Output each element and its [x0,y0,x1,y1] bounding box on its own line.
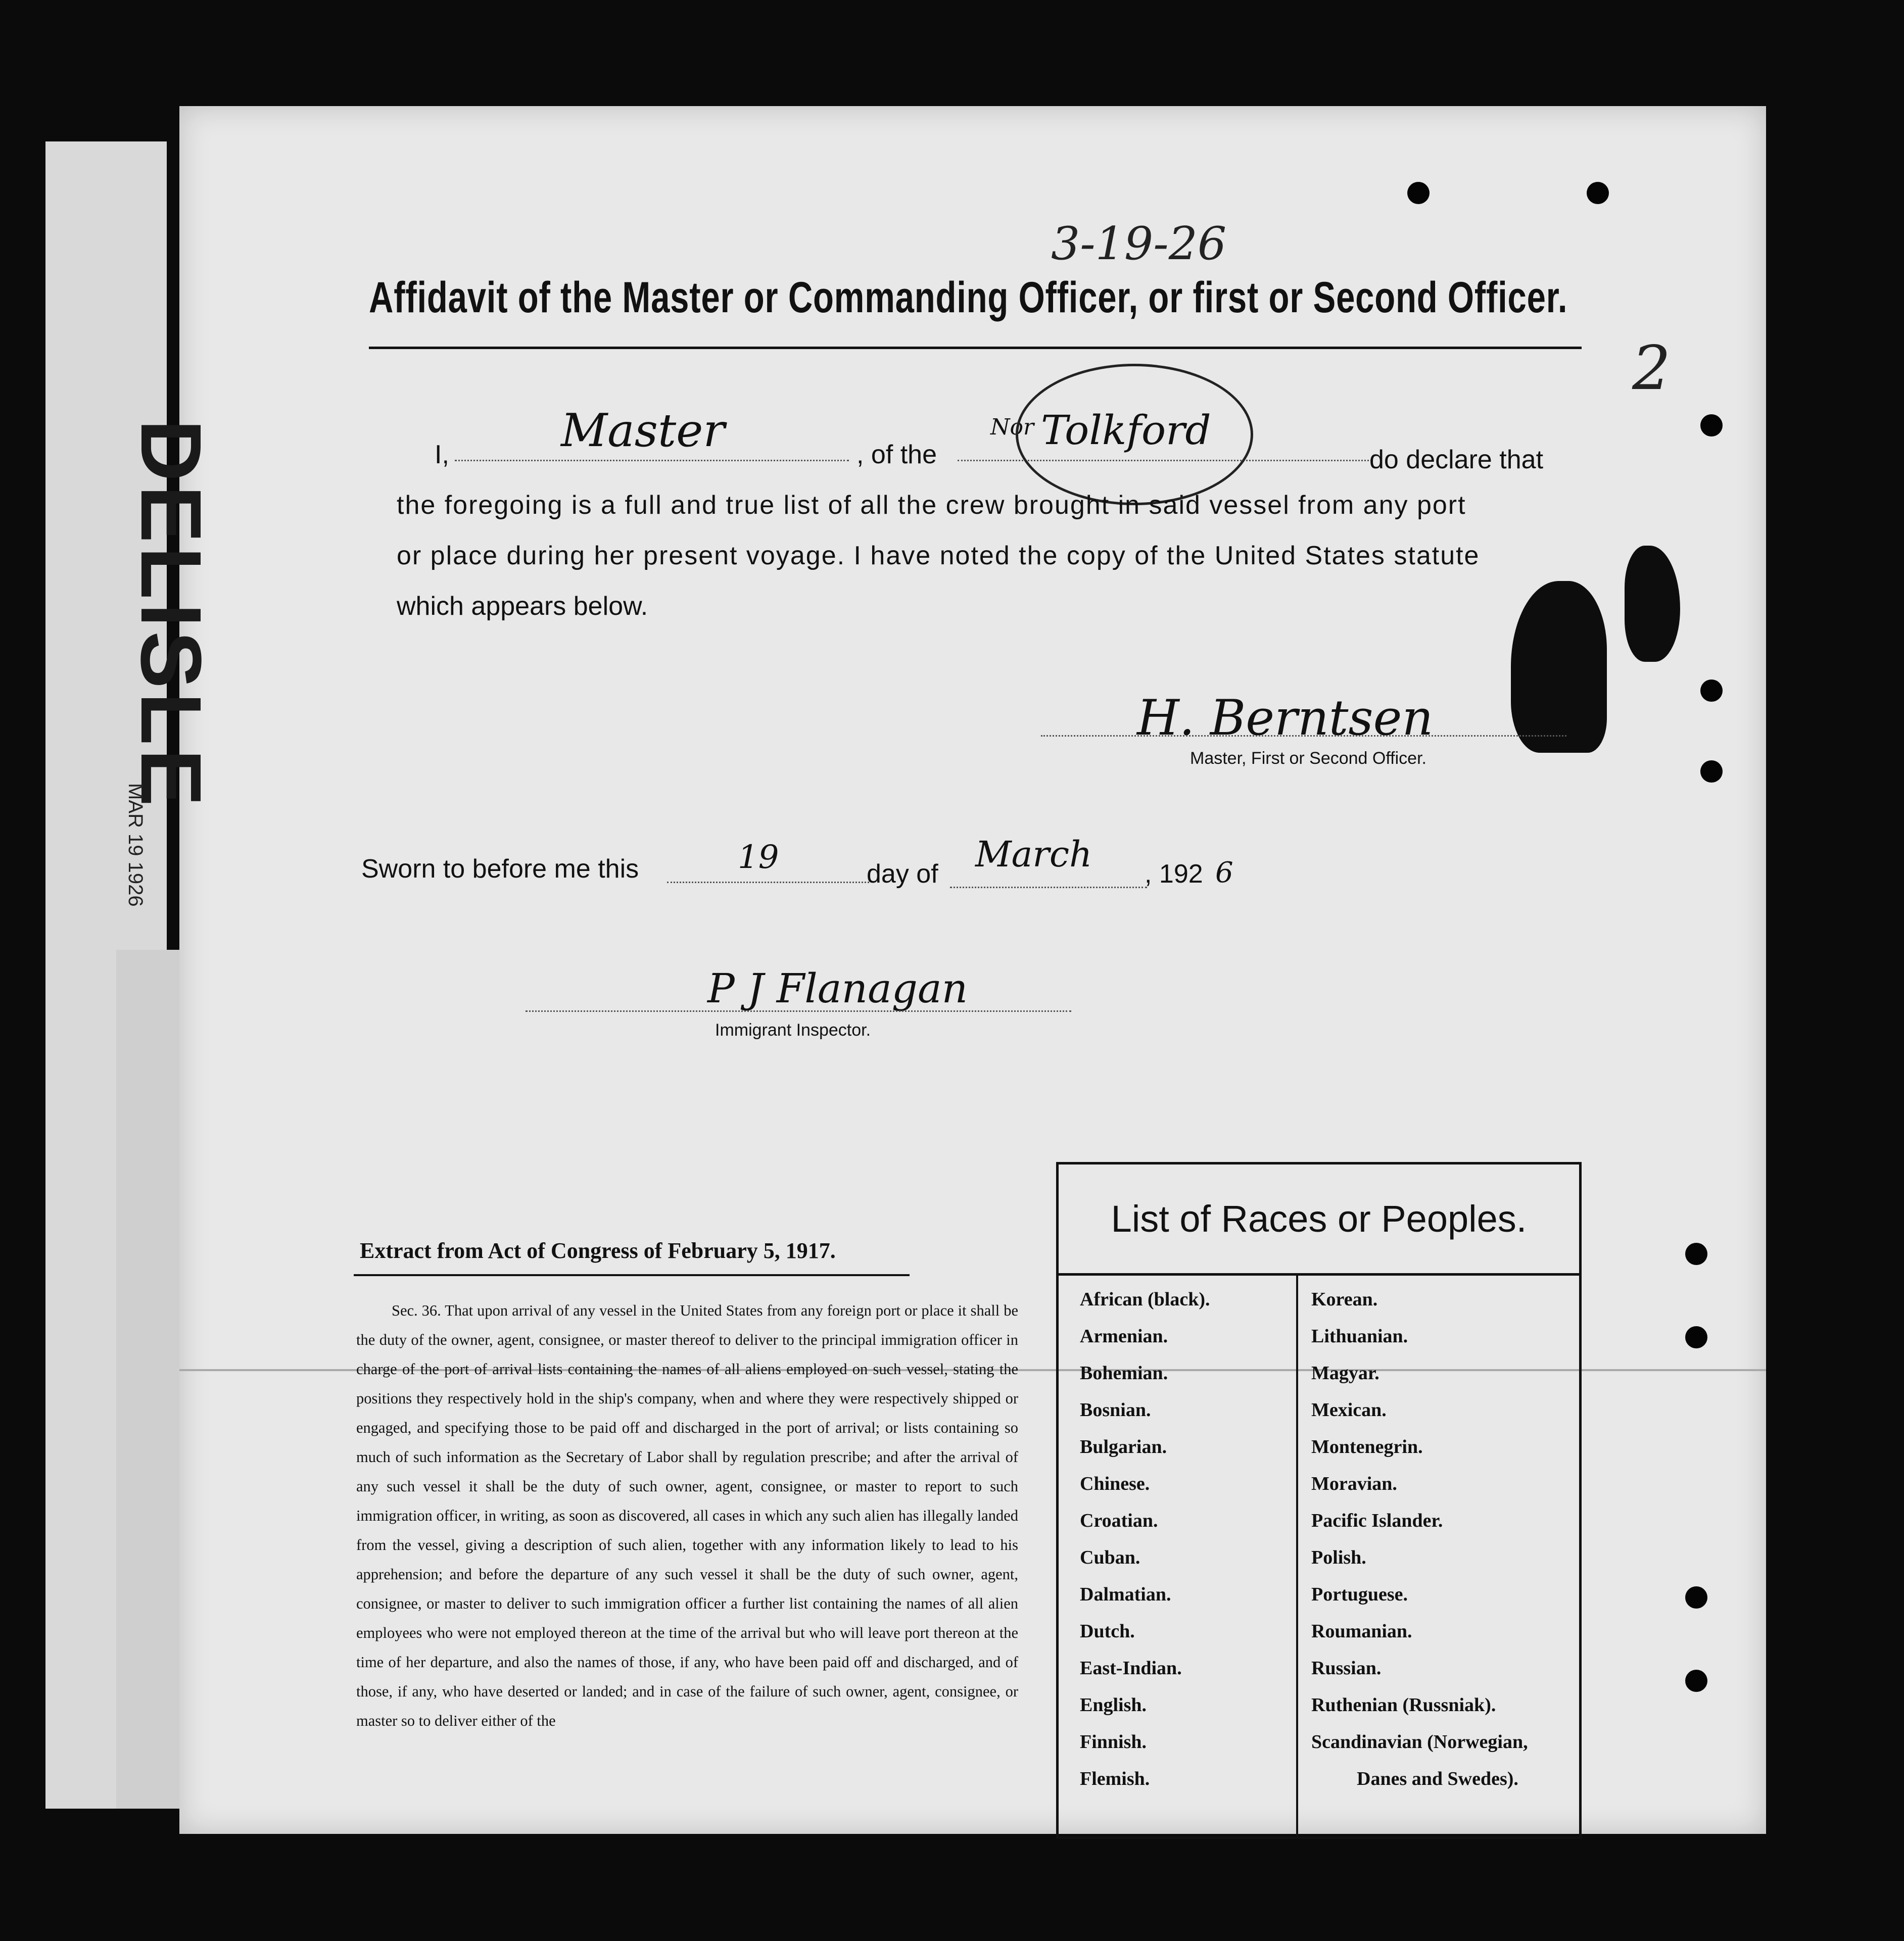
race-item: African (black). [1080,1289,1210,1310]
extract-text: Sec. 36. That upon arrival of any vessel in the United States from any foreign port or place it shall be the duty of the owner, agent, consignee, or master thereof to deliver to the principal immigration officer in charge of the port of arrival lists containing the names of all aliens employed on such vessel, stating the positions they respectively hold in the ship's company, when and where they were respectively shipped or engaged, and specifying those to be paid off and discharged in the port of arrival; or lists containing so much of such information as the Secretary of Labor shall by regulation prescribe; and after the arrival of any such vessel it shall be the duty of such owner, agent, consignee, or master to report to such immigration officer, in writing, as soon as discovered, all cases in which any such alien has illegally landed from the vessel, giving a description of such alien, together with any information likely to lead to his apprehension; and before the departure of any such vessel it shall be the duty of such owner, agent, consignee, or master to deliver to such immigration officer a further list containing the names of all alien employees who were not employed thereon at the time of the arrival but who will leave port thereon at the time of her departure, and also the names of those, if any, who have been paid off and discharged, and of those, if any, who have deserted or landed; and in case of the failure of such owner, agent, consignee, or master so to deliver either of the [356,1302,1018,1729]
race-item: Flemish. [1080,1768,1150,1789]
declaration-line-4: which appears below. [397,592,648,621]
declaration-line-3: or place during her present voyage. I have noted the copy of the United States statute [397,541,1480,570]
race-item: Bosnian. [1080,1399,1151,1421]
punch-hole [1700,760,1723,783]
punch-hole [1587,182,1609,204]
race-item: Danes and Swedes). [1357,1768,1518,1789]
vessel-value: Tolkford [1041,407,1211,454]
race-item: Dalmatian. [1080,1584,1171,1605]
race-item: Polish. [1311,1547,1366,1568]
race-item: Armenian. [1080,1326,1168,1347]
race-item: Ruthenian (Russniak). [1311,1694,1496,1716]
punch-hole [1685,1586,1707,1609]
race-item: Mexican. [1311,1399,1387,1421]
day-of-label: day of [867,859,938,889]
punch-hole [1685,1243,1707,1265]
inspector-signature-line [526,1010,1071,1012]
year-prefix: , 192 [1145,859,1203,889]
punch-hole [1407,182,1430,204]
year-digit: 6 [1215,856,1233,889]
declaration-line-2: the foregoing is a full and true list of all the crew brought in said vessel from any port [397,491,1466,520]
race-item: Bohemian. [1080,1363,1168,1384]
declare-label: do declare that [1369,445,1544,474]
race-item: Scandinavian (Norwegian, [1311,1731,1528,1753]
of-the-label: , of the [856,440,937,469]
races-column-divider [1296,1276,1298,1836]
race-item: Montenegrin. [1311,1436,1423,1458]
race-item: Pacific Islander. [1311,1510,1443,1531]
races-right-column [1311,1288,1528,1805]
vessel-prefix: Nor [990,414,1034,440]
name-blank [455,460,849,461]
title-underline [369,347,1582,349]
race-item: Lithuanian. [1311,1326,1408,1347]
races-left-column [1080,1288,1210,1805]
race-item: Croatian. [1080,1510,1158,1531]
margin-stamp-date: MAR 19 1926 [124,783,147,907]
punch-hole [1700,414,1723,436]
extract-body [356,1296,1018,1735]
punch-hole [1700,680,1723,702]
race-item: Roumanian. [1311,1621,1412,1642]
extract-title: Extract from Act of Congress of February 5, 1917. [360,1238,836,1263]
sworn-label: Sworn to before me this [361,854,639,884]
master-signature-caption: Master, First or Second Officer. [1190,749,1426,768]
race-item: Moravian. [1311,1473,1397,1494]
races-list-title: List of Races or Peoples. [1059,1164,1579,1276]
race-item: Bulgarian. [1080,1436,1167,1458]
race-item: Portuguese. [1311,1584,1408,1605]
race-item: Chinese. [1080,1473,1150,1494]
day-blank [667,882,869,883]
punch-hole [1685,1326,1707,1348]
page-title: Affidavit of the Master or Commanding Officer, or first or Second Officer. [369,273,1568,322]
race-item: Finnish. [1080,1731,1147,1753]
month-value: March [975,834,1092,875]
race-item: Cuban. [1080,1547,1140,1568]
punch-hole [1685,1670,1707,1692]
day-value: 19 [738,839,779,876]
races-list-box [1056,1162,1582,1839]
margin-stamp: DELISLE [123,419,219,810]
side-number: 2 [1632,333,1671,404]
month-blank [950,887,1147,888]
race-item: East-Indian. [1080,1658,1182,1679]
handwritten-date: 3-19-26 [1051,217,1227,270]
master-signature-line [1041,735,1566,737]
race-item: Russian. [1311,1658,1382,1679]
race-item: Dutch. [1080,1621,1135,1642]
master-signature: H. Berntsen [1137,690,1434,746]
wax-seal-left [1511,581,1607,753]
inspector-signature: P J Flanagan [707,965,968,1012]
inspector-caption: Immigrant Inspector. [715,1021,871,1040]
race-item: Magyar. [1311,1363,1379,1384]
race-item: Korean. [1311,1289,1378,1310]
extract-title-underline [354,1274,910,1276]
declaration-i-label: I, [435,440,449,469]
name-value: Master [561,404,725,457]
race-item: English. [1080,1694,1147,1716]
